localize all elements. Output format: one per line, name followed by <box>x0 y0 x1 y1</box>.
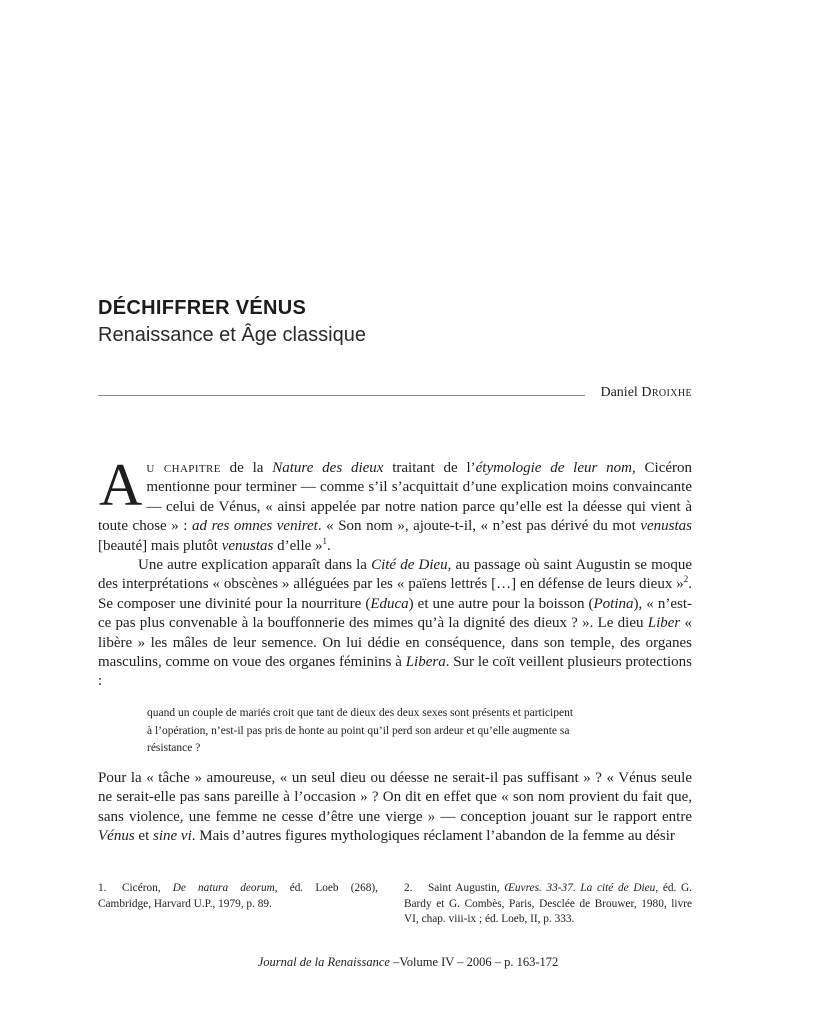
author-last-name: Droixhe <box>641 385 692 400</box>
block-quote <box>147 705 647 758</box>
article-subtitle: Renaissance et Âge classique <box>98 324 366 346</box>
p1-italic-1: Nature des dieux <box>272 460 384 476</box>
article-title: DÉCHIFFRER VÉNUS <box>98 297 307 319</box>
author-name <box>600 385 692 401</box>
paragraph-2 <box>98 556 692 692</box>
footnote-ref-1[interactable]: 1 <box>322 535 328 546</box>
footnote-1 <box>98 881 378 912</box>
p2-text-7: . Sur le coït veillent plusieurs protections : <box>98 654 692 690</box>
p2-italic-5: Libera <box>405 654 446 671</box>
p3-italic-2: sine vi <box>153 828 192 845</box>
paragraph-1 <box>98 452 693 556</box>
p2-italic-4: Liber <box>647 615 681 632</box>
p1-text-2: traitant de l’ <box>383 460 476 476</box>
p1-text-5: [beauté] mais plutôt <box>98 537 222 554</box>
p2-text-6: « libère » les mâles de leur semence. On lui dédie en conséquence, dans son temple, des organes masculins, comme on voue des organes féminins à <box>98 615 692 671</box>
quote-line: résistance ? <box>147 742 201 754</box>
quote-line: quand un couple de mariés croit que tant de dieux des deux sexes sont présents et participent <box>147 707 574 719</box>
quote-line: à l’opération, n’est-il pas pris de honte au point qu’il perd son ardeur et qu’elle augmente sa <box>147 724 570 737</box>
p2-italic-3: Potina <box>593 595 634 612</box>
lead-smallcaps: u chapitre <box>146 460 221 476</box>
journal-name: Journal de la Renaissance <box>257 955 390 969</box>
drop-cap: A <box>99 452 143 518</box>
p1-italic-5: venustas <box>221 537 274 554</box>
fn2-italic: Œuvres. 33-37. La cité de Dieu <box>504 882 656 894</box>
p2-text-1: Une autre explication apparaît dans la <box>138 557 372 573</box>
p2-text-5: ), « n’est-ce pas plus convenable à la bouffonnerie des mimes qu’à la dignité des dieux ? ». Le dieu <box>98 595 692 632</box>
p2-text-4: ) et une autre pour la boisson ( <box>408 595 594 612</box>
p1-text-4: . « Son nom », ajoute-t-il, « n’est pas dérivé du mot <box>317 518 641 535</box>
p1-italic-3: ad res omnes veniret <box>192 518 318 535</box>
footnote-number: 2. <box>404 882 413 894</box>
fn1-italic: De natura deorum <box>172 882 275 894</box>
footnote-ref-2[interactable]: 2 <box>683 574 689 585</box>
p3-text-1: Pour la « tâche » amoureuse, « un seul dieu ou déesse ne serait-il pas suffisant » ? « Vénus seule ne serait-elle pas sans pareille à l’occasion » ? On dit en effet que « son nom provient du fait que, sans violence, une femme ne cesse d’être une vierge » — conception jouant sur le rapport entre <box>98 770 692 825</box>
author-first-name: Daniel <box>600 385 638 400</box>
running-footer <box>0 955 816 970</box>
p2-italic-2: Educa <box>370 595 409 612</box>
p1-text-1: de la <box>220 460 273 476</box>
footnote-2 <box>404 881 692 928</box>
p3-text-2: et <box>134 828 153 845</box>
p2-text-2: au passage où saint Augustin se moque des interprétations « obscènes » alléguées par les « païens lettrés […] en défense de leurs dieux » <box>98 557 692 593</box>
fn1-text-1: Cicéron, <box>122 882 173 894</box>
fn2-text-2: , éd. G. Bardy et G. Combès, Paris, Desclée de Brouwer, 1980, livre VI, chap. viii-ix ; éd. Loeb, II, p. 333. <box>404 882 692 925</box>
p1-italic-4: venustas <box>640 518 692 535</box>
p1-text-6: d’elle » <box>273 537 323 554</box>
p2-text-3: . Se composer une divinité pour la nourriture ( <box>98 576 692 612</box>
p2-italic-1: Cité de Dieu, <box>371 557 452 573</box>
author-rule <box>98 395 585 396</box>
p1-text-3: , Cicéron mentionne pour terminer — comme s’il s’acquittait d’une explication moins convaincante — celui de Vénus, « ainsi appelée par notre nation parce qu’elle est la déesse qui vient à toute chose » : <box>98 460 693 535</box>
p3-italic-1: Vénus <box>98 828 135 845</box>
fn1-text-2: , éd. Loeb (268), Cambridge, Harvard U.P., 1979, p. 89. <box>98 882 378 910</box>
p3-text-3: . Mais d’autres figures mythologiques réclament l’abandon de la femme au désir <box>191 828 675 845</box>
footnote-number: 1. <box>98 882 107 894</box>
p1-italic-2: étymologie de leur nom <box>475 460 632 476</box>
paragraph-3 <box>98 769 692 847</box>
fn2-text-1: Saint Augustin, <box>428 882 505 894</box>
p1-text-7: . <box>327 537 331 554</box>
volume-info: –Volume IV – 2006 – p. 163-172 <box>389 955 559 969</box>
